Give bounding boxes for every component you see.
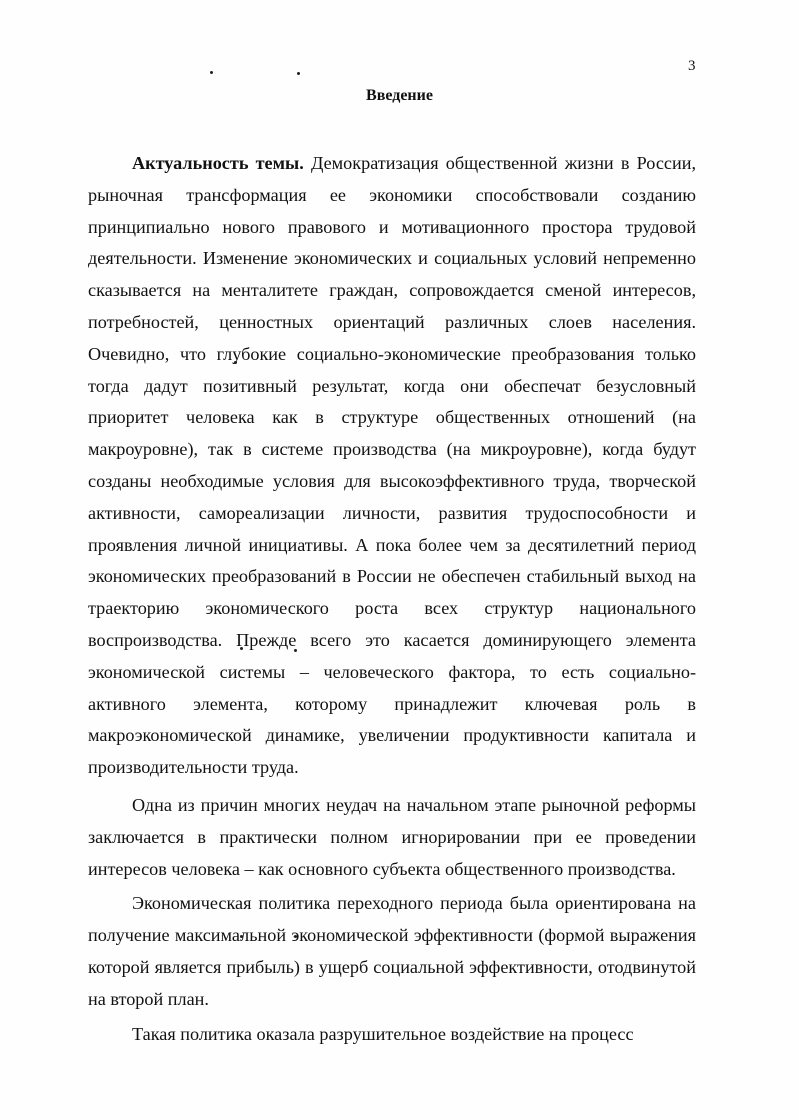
paragraph-lead: Актуальность темы.	[132, 153, 304, 173]
paragraph: Одна из причин многих неудач на начальном этапе рыночной реформы заключается в практически полном игнорировании при ее проведении интересов человека – как основного субъекта общественного производства.	[88, 794, 696, 879]
page-title: Введение	[366, 87, 433, 104]
paragraph-text: Демократизация общественной жизни в России, рыночная трансформация ее экономики способствовали созданию принципиально нового правового и мотивационного простора трудовой деятельности. Изменение экономических и социальных условий непременно сказывается на менталитете граждан, сопровождается сменой интересов, потребностей, ценностных ориентаций различных слоев населения. Очевидно, что глубокие социально-экономические преобразования только тогда дадут позитивный результат, когда они обеспечат безусловный приоритет человека как в структуре общественных отношений (на макроуровне), так в системе производства (на микроуровне), когда будут созданы необходимые условия для высокоэффективного труда, творческой активности, самореализации личности, развития трудоспособности и проявления личной инициативы. А пока более чем за десятилетний период экономических преобразований в России не обеспечен стабильный выход на траекторию экономического роста всех структур национального воспроизводства. Прежде всего это касается доминирующего элемента экономической системы – человеческого фактора, то есть социально-активного элемента, которому принадлежит ключевая роль в макроэкономической динамике, увеличении продуктивности капитала и производительности труда.	[88, 153, 696, 778]
body-text	[88, 148, 696, 1053]
paragraph-relevance	[88, 148, 696, 784]
paragraph: Экономическая политика переходного периода была ориентирована на получение максимальной экономической эффективности (формой выражения которой является прибыль) в ущерб социальной эффективности, отодвинутой на второй план.	[88, 893, 696, 1009]
scan-speck	[210, 71, 213, 74]
scan-speck	[297, 72, 300, 75]
page-number: 3	[688, 58, 696, 74]
paragraph: Такая политика оказала разрушительное воздействие на процесс	[132, 1023, 634, 1044]
